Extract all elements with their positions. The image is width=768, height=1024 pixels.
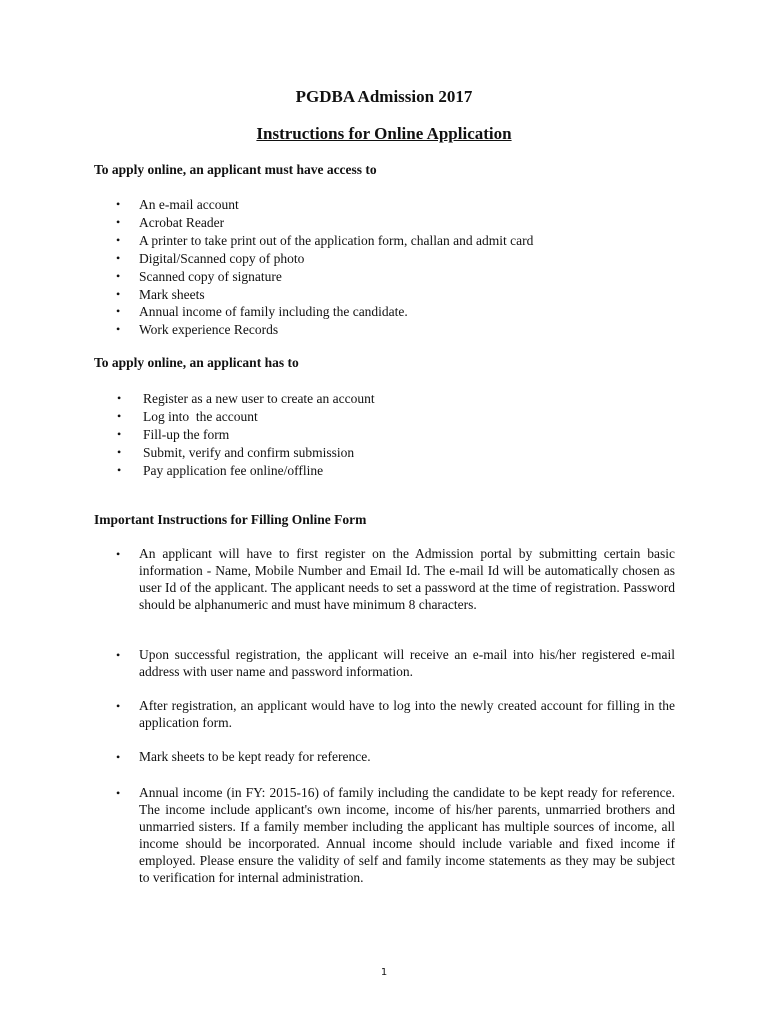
bullet-icon: • — [117, 391, 122, 405]
list-item: • Work experience Records — [116, 322, 279, 338]
bullet-icon: • — [117, 426, 122, 441]
instruction-paragraph: • Annual income (in FY: 2015-16) of family including the candidate to be kept ready for reference. The income include applicant's own income, income of his/her parents, unmarried brothers and unmarried sisters. If a family member including the applicant has multiple sources of income, all income should be incorporated. Annual income should include variable and fixed income if employed. Please ensure the validity of self and family income statements as they may be subject to verification for internal administration. — [116, 785, 675, 885]
bullet-icon: • — [116, 648, 121, 662]
bullet-icon: • — [117, 444, 122, 459]
section-heading-access: To apply online, an applicant must have access to — [94, 162, 377, 177]
list-item: • A printer to take print out of the application form, challan and admit card — [116, 232, 534, 248]
bullet-icon: • — [116, 250, 121, 265]
bullet-icon: • — [116, 197, 121, 211]
list-item: • Annual income of family including the candidate. — [116, 304, 408, 320]
instruction-paragraph: • Upon successful registration, the applicant will receive an e-mail into his/her registered e-mail address with user name and password information. — [116, 647, 675, 679]
list-item: • Fill-up the form — [117, 426, 230, 442]
bullet-icon: • — [116, 214, 121, 229]
bullet-icon: • — [116, 699, 121, 713]
instruction-paragraph: • Mark sheets to be kept ready for reference. — [116, 749, 371, 764]
bullet-icon: • — [117, 462, 122, 477]
application-steps-list — [0, 390, 375, 480]
bullet-icon: • — [116, 322, 121, 337]
list-item: • Log into the account — [117, 408, 258, 424]
list-item: • Pay application fee online/offline — [117, 462, 324, 478]
page-number: 1 — [380, 967, 388, 978]
bullet-icon: • — [116, 286, 121, 301]
list-item: • Submit, verify and confirm submission — [117, 444, 355, 460]
instruction-paragraph: • An applicant will have to first register on the Admission portal by submitting certain basic information - Name, Mobile Number and Email Id. The e-mail Id will be automatically chosen as user Id of the applicant. The applicant needs to set a password at the time of registration. Password should be alphanumeric and must have minimum 8 characters. — [116, 546, 675, 612]
document-subtitle: Instructions for Online Application — [256, 124, 512, 143]
list-item: • Acrobat Reader — [116, 214, 225, 230]
bullet-icon: • — [117, 408, 122, 423]
bullet-icon: • — [116, 304, 121, 319]
bullet-icon: • — [116, 547, 121, 561]
bullet-icon: • — [116, 750, 121, 764]
list-item: • Register as a new user to create an account — [117, 391, 375, 406]
list-item: • Mark sheets — [116, 286, 205, 302]
list-item: • Digital/Scanned copy of photo — [116, 250, 305, 266]
bullet-icon: • — [116, 268, 121, 283]
bullet-icon: • — [116, 232, 121, 247]
document-title: PGDBA Admission 2017 — [295, 87, 473, 106]
list-item: • Scanned copy of signature — [116, 268, 282, 284]
section-heading-instructions: Important Instructions for Filling Online Form — [94, 512, 367, 527]
section-heading-steps: To apply online, an applicant has to — [94, 355, 299, 370]
list-item: • An e-mail account — [116, 197, 239, 212]
bullet-icon: • — [116, 786, 121, 800]
access-requirements-list — [0, 196, 533, 339]
instruction-paragraph: • After registration, an applicant would have to log into the newly created account for filling in the application form. — [116, 698, 675, 730]
